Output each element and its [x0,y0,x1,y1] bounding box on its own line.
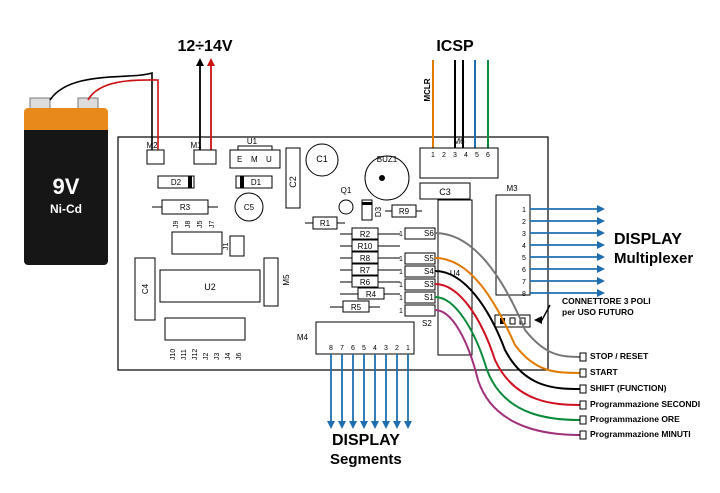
svg-text:1: 1 [399,308,403,315]
svg-text:2: 2 [395,345,399,352]
svg-text:1: 1 [399,282,403,289]
display-mux-title: DISPLAY [614,231,682,248]
c3-label: C3 [439,187,451,197]
r8-label: R8 [359,254,371,263]
r7-label: R7 [359,266,371,275]
button-stop-reset: STOP / RESET [590,351,649,361]
m6-label: M6 [453,137,465,146]
svg-text:J3: J3 [214,352,221,360]
svg-text:6: 6 [486,152,490,159]
svg-text:J2: J2 [203,352,210,360]
display-seg-subtitle: Segments [330,451,402,468]
svg-text:6: 6 [522,267,526,274]
r6-label: R6 [359,278,371,287]
svg-text:6: 6 [351,345,355,352]
m5-label: M5 [282,274,291,286]
svg-text:J12: J12 [192,348,199,360]
c2-label: C2 [288,176,298,188]
svg-text:5: 5 [475,152,479,159]
connector-note-line1: CONNETTORE 3 POLI [562,296,651,306]
svg-text:J6: J6 [236,352,243,360]
svg-text:7: 7 [340,345,344,352]
svg-text:8: 8 [329,345,333,352]
svg-text:J7: J7 [209,220,216,228]
svg-text:4: 4 [373,345,377,352]
m2-connector [147,150,164,164]
r9-label: R9 [398,207,410,216]
icsp-label: ICSP [436,38,474,55]
u1-pin-m: M [251,155,258,164]
m3-label: M3 [506,184,518,193]
svg-text:3: 3 [522,231,526,238]
r4-label: R4 [365,290,377,299]
svg-text:1: 1 [399,295,403,302]
power-label: 12÷14V [177,38,233,55]
svg-text:J4: J4 [225,352,232,360]
svg-text:3: 3 [453,152,457,159]
svg-text:S5: S5 [424,254,434,263]
svg-text:J9: J9 [173,220,180,228]
svg-text:7: 7 [522,279,526,286]
jumpers-bottom [165,318,245,340]
j1-jumper [230,236,244,256]
r5-label: R5 [350,303,362,312]
buz1-label: BUZ1 [376,155,398,164]
svg-text:S2: S2 [422,319,432,328]
m1-label: M1 [190,141,202,150]
d2-label: D2 [170,178,182,187]
jumpers-top [172,232,222,254]
svg-text:8: 8 [522,291,526,298]
svg-text:S4: S4 [424,267,434,276]
svg-text:2: 2 [522,219,526,226]
svg-text:1: 1 [431,152,435,159]
mclr-label: MCLR [423,78,432,102]
d3-label: D3 [374,206,383,218]
battery-type: Ni-Cd [50,202,82,216]
svg-text:1: 1 [399,256,403,263]
svg-text:S1: S1 [424,293,434,302]
svg-text:1: 1 [522,207,526,214]
q1-label: Q1 [340,186,352,195]
svg-text:1: 1 [399,231,403,238]
svg-text:3: 3 [384,345,388,352]
connector-note-line2: per USO FUTURO [562,307,634,317]
q1-transistor [339,200,353,214]
button-prog-secondi: Programmazione SECONDI [590,399,701,409]
m2-label: M2 [146,141,158,150]
svg-text:1: 1 [406,345,410,352]
svg-text:4: 4 [522,243,526,250]
display-seg-title: DISPLAY [332,432,400,449]
battery-voltage: 9V [52,174,80,199]
r2-label: R2 [359,230,371,239]
d1-label: D1 [250,178,262,187]
m4-label: M4 [296,333,308,342]
u4-label: U4 [449,269,461,278]
svg-text:J10: J10 [170,348,177,360]
button-prog-ore: Programmazione ORE [590,414,680,424]
u1-pin-u: U [266,155,272,164]
u2-label: U2 [204,282,216,292]
svg-text:J5: J5 [197,220,204,228]
j1-label: J1 [223,242,230,250]
svg-text:5: 5 [522,255,526,262]
button-shift: SHIFT (FUNCTION) [590,383,667,393]
r3-label: R3 [179,203,191,212]
svg-text:4: 4 [464,152,468,159]
c4-label: C4 [141,283,150,295]
r1-label: R1 [319,219,331,228]
button-start: START [590,367,618,377]
u1-label: U1 [246,137,258,146]
svg-text:1: 1 [399,269,403,276]
button-prog-minuti: Programmazione MINUTI [590,429,691,439]
svg-text:S6: S6 [424,229,434,238]
svg-text:J8: J8 [185,220,192,228]
battery-9v [24,98,108,265]
m5-connector [264,258,278,306]
r10-label: R10 [357,242,373,251]
m1-connector [194,150,216,164]
u1-pin-e: E [237,155,243,164]
svg-text:S3: S3 [424,280,434,289]
c1-label: C1 [316,154,328,164]
svg-text:2: 2 [442,152,446,159]
c5-label: C5 [243,203,255,212]
svg-text:J11: J11 [181,349,188,360]
button-terminals [580,353,586,439]
svg-text:5: 5 [362,345,366,352]
display-mux-subtitle: Multiplexer [614,250,694,267]
